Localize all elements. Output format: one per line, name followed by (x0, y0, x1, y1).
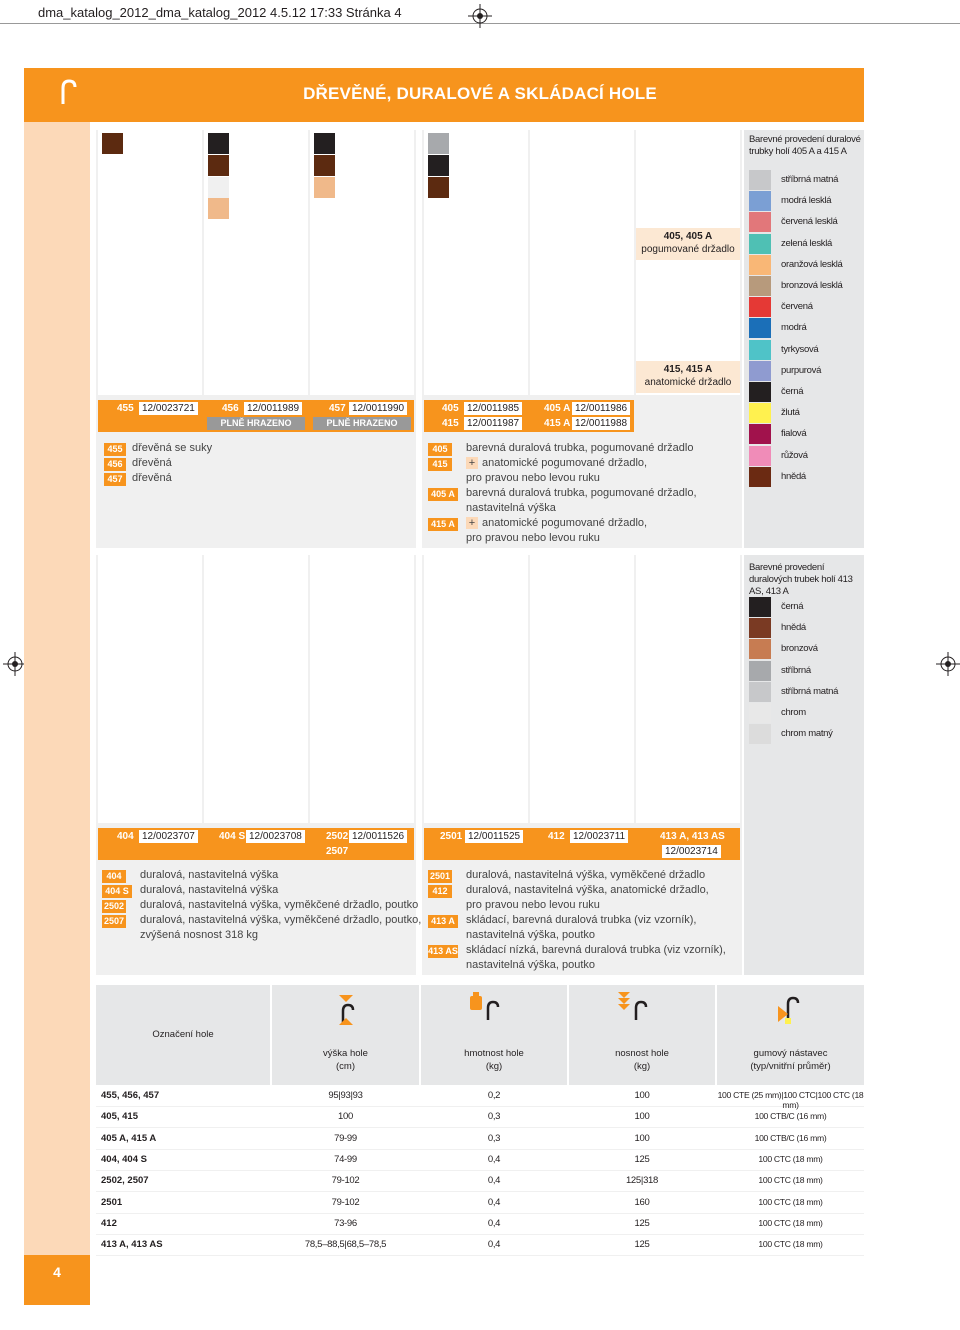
table-cell-weight: 0,3 (487, 1132, 501, 1144)
color-swatch (314, 133, 335, 154)
plus-icon: + (466, 457, 478, 469)
table-row-name: 455, 456, 457 (101, 1090, 160, 1101)
code-label: 2502 (326, 831, 349, 842)
item-text: duralová, nastavitelná výška, vyměkčené držadlo, poutko, (140, 914, 422, 926)
item-description (140, 913, 421, 928)
color-swatch (749, 191, 771, 211)
color-name: černá (781, 601, 804, 612)
column-header-weight: hmotnost hole (464, 1048, 524, 1059)
product-image-412 (530, 555, 634, 823)
color-name: černá (781, 386, 804, 397)
item-description (466, 943, 726, 958)
table-cell-tip: 100 CTB/C (16 mm) (754, 1132, 827, 1143)
color-name: bronzová (781, 643, 818, 655)
column-header-weight-unit: (kg) (485, 1061, 503, 1072)
item-tag: 456 (104, 458, 126, 471)
product-image-2501 (424, 555, 528, 823)
table-row-name: 405 A, 415 A (101, 1132, 157, 1144)
color-panel-title: Barevné provedení duralové trubky holí 405 A a 415 A (749, 134, 861, 157)
code-label: 415 A (544, 418, 571, 429)
item-description: dřevěná (132, 472, 172, 484)
table-row-name: 2501 (101, 1196, 123, 1208)
table-cell-height: 78,5–88,5|68,5–78,5 (304, 1239, 387, 1251)
color-name: hnědá (781, 470, 806, 482)
column-header-name: Označení hole (152, 1029, 214, 1040)
order-code: 12/0023721 (139, 402, 198, 415)
item-text: skládací, barevná duralová trubka (viz vzorník), (466, 914, 697, 926)
table-cell-tip: 100 CTC (18 mm) (758, 1239, 823, 1250)
row-divider (96, 1149, 864, 1150)
handle-sublabel: pogumované držadlo (641, 244, 735, 255)
table-cell-load: 125 (634, 1239, 650, 1251)
code-label: 457 (329, 403, 346, 414)
file-header: dma_katalog_2012_dma_katalog_2012 4.5.12 17:33 Stránka 4 (38, 5, 402, 20)
table-cell-height: 100 (338, 1111, 353, 1123)
color-name: tyrkysová (781, 343, 819, 355)
item-description (140, 883, 278, 898)
color-name: modrá (781, 322, 807, 334)
table-cell-load: 125 (634, 1153, 650, 1165)
color-name: oranžová lesklá (781, 258, 843, 270)
table-cell-tip: 100 CTC (18 mm) (758, 1153, 823, 1164)
table-cell-weight: 0,4 (487, 1175, 501, 1187)
item-description (466, 486, 697, 501)
table-cell-height: 73-96 (334, 1217, 357, 1229)
item-text: barevná duralová trubka, pogumované držadlo, (466, 487, 697, 499)
color-swatch (749, 276, 771, 296)
page-title: DŘEVĚNÉ, DURALOVÉ A SKLÁDACÍ HOLE (303, 84, 657, 103)
color-swatch (749, 703, 771, 723)
item-description (466, 531, 600, 546)
column-header-height-unit: (cm) (336, 1061, 355, 1072)
color-swatch (749, 597, 771, 617)
item-description (466, 868, 705, 883)
item-description (466, 913, 697, 928)
color-swatch (208, 155, 229, 176)
table-cell-tip: 100 CTE (25 mm)|100 CTC|100 CTC (18 mm) (717, 1090, 864, 1110)
row-divider (96, 1234, 864, 1235)
code-label: 455 (117, 403, 134, 414)
color-swatch (749, 446, 771, 466)
product-image-handles (636, 130, 740, 395)
cane-icon (58, 78, 78, 106)
column-header-tip-unit: (typ/vnitřní průměr) (750, 1061, 831, 1072)
column-header-load: nosnost hole (615, 1048, 669, 1059)
color-swatch (749, 234, 771, 254)
item-tag: 412 (428, 885, 452, 898)
table-cell-height: 79-102 (331, 1196, 360, 1208)
item-tag: 405 A (428, 488, 458, 501)
item-description (466, 958, 595, 973)
table-cell-load: 100 (634, 1090, 650, 1101)
item-tag: 455 (104, 443, 126, 456)
color-swatch (749, 170, 771, 190)
color-swatch (314, 177, 335, 198)
item-tag: 415 A (428, 518, 458, 531)
item-text: duralová, nastavitelná výška (140, 869, 279, 881)
color-name: hnědá (781, 622, 806, 634)
color-swatch (749, 255, 771, 275)
item-description (140, 928, 258, 943)
order-code: 12/0023707 (139, 830, 198, 843)
color-swatch (749, 682, 771, 702)
color-swatch (749, 661, 771, 681)
reimbursed-badge: PLNĚ HRAZENO (207, 417, 305, 430)
code-label: 2501 (440, 831, 463, 842)
color-swatch (749, 467, 771, 487)
order-code: 12/0011990 (349, 402, 407, 415)
item-tag: 404 (102, 870, 126, 883)
page-number-box (24, 1255, 90, 1305)
item-text: duralová, nastavitelná výška, vyměkčené držadlo, poutko (140, 899, 419, 911)
table-cell-weight: 0,3 (487, 1111, 501, 1123)
table-row-name: 404, 404 S (101, 1153, 147, 1165)
color-swatch (749, 361, 771, 381)
item-description (466, 456, 647, 471)
color-swatch (102, 133, 123, 154)
color-swatch (749, 639, 771, 659)
color-swatch (749, 340, 771, 360)
color-swatch (749, 618, 771, 638)
order-code: 12/0023714 (662, 845, 721, 858)
color-swatch (428, 133, 449, 154)
item-text: nastavitelná výška, poutko (466, 959, 596, 971)
item-text: duralová, nastavitelná výška (140, 884, 279, 896)
color-swatch (208, 133, 229, 154)
item-text: nastavitelná výška, poutko (466, 929, 596, 941)
code-label: 404 S (219, 831, 246, 842)
item-text: pro pravou nebo levou ruku (466, 532, 600, 544)
load-icon (616, 990, 650, 1026)
rubber-tip-icon (776, 996, 800, 1026)
item-text: zvýšená nosnost 318 kg (140, 929, 259, 941)
color-swatch (749, 318, 771, 338)
item-tag: 2507 (103, 916, 125, 926)
color-swatch (428, 155, 449, 176)
registration-mark-icon (468, 4, 492, 28)
item-tag: 415 (428, 458, 452, 471)
code-label: 412 (548, 831, 565, 842)
item-description (466, 883, 709, 898)
color-name: chrom (781, 707, 806, 718)
item-tag: 404 S (102, 885, 132, 898)
color-swatch (749, 403, 771, 423)
color-name: červená lesklá (781, 216, 838, 228)
item-text: pro pravou nebo levou ruku (466, 472, 600, 484)
table-cell-height: 74-99 (334, 1153, 357, 1165)
height-icon (335, 993, 357, 1027)
table-cell-load: 100 (634, 1132, 650, 1144)
code-label: 415 (442, 418, 459, 429)
row-divider (96, 1213, 864, 1214)
item-text: duralová, nastavitelná výška, anatomické držadlo, (466, 884, 709, 896)
color-swatch (749, 297, 771, 317)
item-text: nastavitelná výška (466, 502, 556, 514)
product-image-413 (636, 555, 740, 823)
item-description (466, 516, 647, 531)
table-cell-tip: 100 CTC (18 mm) (758, 1175, 823, 1186)
sidebar-strip (24, 120, 90, 1305)
order-code: 12/0011989 (244, 402, 302, 415)
color-swatch (314, 155, 335, 176)
table-cell-weight: 0,4 (487, 1153, 501, 1165)
item-tag: 2501 (429, 871, 451, 881)
color-name: zelená lesklá (781, 237, 833, 249)
color-name: chrom matný (781, 728, 833, 740)
item-description (466, 501, 556, 516)
table-cell-load: 160 (634, 1196, 650, 1208)
page-number: 4 (53, 1264, 61, 1280)
color-name: růžová (781, 449, 808, 461)
item-tag: 413 A (428, 915, 458, 928)
product-image-455 (98, 130, 202, 395)
item-tag: 457 (104, 473, 126, 486)
handle-label-box (636, 361, 740, 393)
item-description (466, 898, 600, 913)
table-cell-weight: 0,4 (487, 1217, 501, 1229)
handle-label: 415, 415 A (663, 364, 713, 375)
table-cell-load: 100 (634, 1111, 650, 1123)
table-cell-tip: 100 CTB/C (16 mm) (754, 1111, 827, 1122)
order-code: 12/0023711 (570, 830, 628, 843)
table-cell-weight: 0,4 (487, 1196, 501, 1208)
color-name: fialová (781, 428, 807, 440)
weight-icon (468, 990, 502, 1026)
item-text: duralová, nastavitelná výška, vyměkčené držadlo (466, 869, 706, 881)
plus-icon: + (466, 517, 478, 529)
code-label: 413 A, 413 AS (660, 831, 725, 842)
item-text: skládací nízká, barevná duralová trubka (viz vzorník), (466, 944, 726, 956)
color-name: stříbrná (781, 664, 811, 676)
column-header-tip: gumový nástavec (753, 1048, 828, 1059)
color-name: bronzová lesklá (781, 280, 843, 291)
table-cell-load: 125 (634, 1217, 650, 1229)
color-swatch (208, 177, 229, 198)
item-description (466, 441, 693, 456)
code-label: 405 (442, 403, 459, 414)
table-row-name: 412 (101, 1217, 117, 1229)
handle-label-box (636, 228, 740, 260)
table-row-name: 413 A, 413 AS (101, 1239, 163, 1251)
code-label: 456 (222, 403, 239, 414)
item-tag: 2502 (103, 901, 125, 911)
table-cell-tip: 100 CTC (18 mm) (758, 1196, 823, 1207)
order-code: 12/0023708 (246, 830, 305, 843)
product-image-415 (530, 130, 634, 395)
table-cell-weight: 0,2 (487, 1090, 501, 1101)
color-swatch (749, 424, 771, 444)
code-label: 405 A (544, 403, 571, 414)
table-row-name: 2502, 2507 (101, 1175, 149, 1187)
color-name: purpurová (781, 364, 822, 376)
color-swatch (749, 724, 771, 744)
table-cell-load: 125|318 (625, 1175, 659, 1187)
code-label: 2507 (326, 846, 349, 857)
order-code: 12/0011525 (465, 830, 523, 843)
column-header-height: výška hole (323, 1048, 368, 1059)
item-tag: 413 AS (428, 946, 458, 956)
order-code: 12/0011526 (349, 830, 407, 843)
handle-sublabel: anatomické držadlo (644, 377, 732, 388)
item-text: pro pravou nebo levou ruku (466, 899, 600, 911)
row-divider (96, 1191, 864, 1192)
order-code: 12/0011985 (464, 402, 522, 415)
color-swatch (428, 177, 449, 198)
registration-mark-icon (936, 652, 960, 676)
color-swatch (749, 212, 771, 232)
item-description (466, 928, 595, 943)
color-swatch (749, 382, 771, 402)
table-cell-tip: 100 CTC (18 mm) (758, 1217, 823, 1228)
handle-label: 405, 405 A (663, 231, 713, 242)
color-name: modrá lesklá (781, 195, 832, 207)
item-description (466, 471, 600, 486)
row-divider (96, 1127, 864, 1128)
product-image-2502 (310, 555, 414, 823)
row-divider (96, 1170, 864, 1171)
color-panel-title: Barevné provedení duralových trubek holí 413 AS, 413 A (749, 562, 853, 597)
table-cell-height: 79-102 (331, 1175, 360, 1187)
item-text: anatomické pogumované držadlo, (482, 517, 648, 529)
item-text: barevná duralová trubka, pogumované držadlo (466, 442, 694, 454)
order-code: 12/0011986 (572, 402, 630, 415)
order-code: 12/0011987 (464, 417, 522, 430)
reimbursed-badge: PLNĚ HRAZENO (313, 417, 411, 430)
item-description: dřevěná se suky (132, 442, 213, 454)
color-name: červená (781, 301, 813, 313)
item-tag: 405 (428, 443, 452, 456)
table-cell-height: 79-99 (334, 1132, 357, 1144)
table-cell-height: 95|93|93 (328, 1090, 363, 1101)
column-header-load-unit: (kg) (633, 1061, 651, 1072)
item-description: dřevěná (132, 457, 172, 469)
color-name: žlutá (781, 407, 800, 419)
table-cell-weight: 0,4 (487, 1239, 501, 1251)
color-swatch (208, 198, 229, 219)
item-text: anatomické pogumované držadlo, (482, 457, 648, 469)
row-divider (96, 1255, 864, 1256)
item-description (140, 898, 418, 913)
table-row-name: 405, 415 (101, 1111, 138, 1123)
color-name: stříbrná matná (781, 174, 839, 185)
order-code: 12/0011988 (572, 417, 630, 430)
color-name: stříbrná matná (781, 685, 839, 697)
product-image-404s (204, 555, 308, 823)
item-description (140, 868, 278, 883)
code-label: 404 (117, 831, 134, 842)
product-image-404 (98, 555, 202, 823)
